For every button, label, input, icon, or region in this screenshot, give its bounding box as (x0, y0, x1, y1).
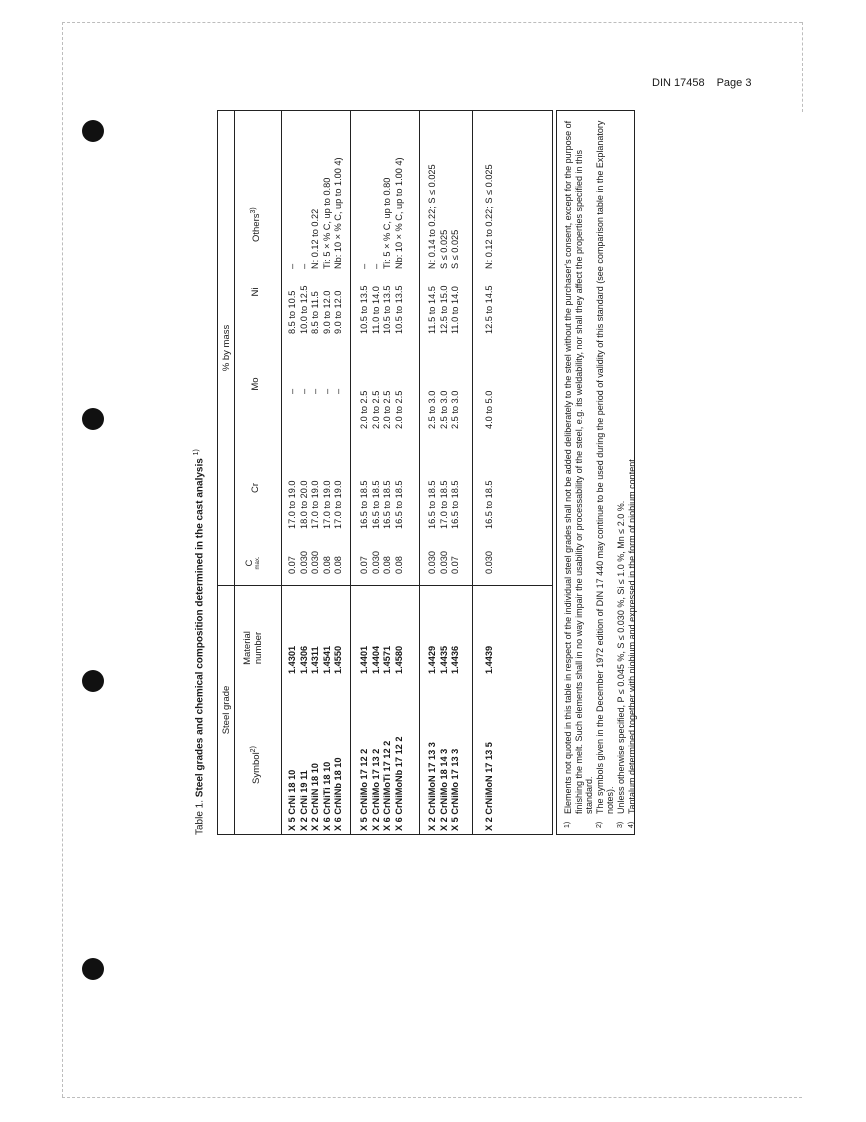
footnote-3: 3) Unless otherwise specified, P ≤ 0.045 %, S ≤ 0.030 %, Si ≤ 1.0 %, Mn ≤ 2.0 %. (615, 500, 626, 828)
punch-hole (82, 958, 104, 980)
steel-grade-header: Steel grade (221, 685, 232, 735)
scan-edge-bottom (62, 1097, 802, 1098)
group-3-material-numbers: 1.4429 1.4435 1.4436 (427, 645, 460, 674)
footnote-2: 2) The symbols given in the December 1972 edition of DIN 17 440 may continue to be used during the period of validity of this standard (see comparison table in the Explanatory notes). (594, 120, 616, 828)
group-2-molybdenum: 2.0 to 2.5 2.0 to 2.5 2.0 to 2.5 2.0 to 2.5 (359, 390, 404, 429)
group-divider (419, 111, 420, 834)
group-1-carbon: 0.07 0.030 0.030 0.08 0.08 (287, 551, 343, 574)
material-number-header: Material number (242, 631, 264, 665)
group-2-symbols: X 5 CrNiMo 17 12 2 X 2 CrNiMo 17 13 2 X 6 CrNiMoTi 17 12 2 X 6 CrNiMoNb 17 12 2 (359, 736, 404, 831)
group-1-chromium: 17.0 to 19.0 18.0 to 20.0 17.0 to 19.0 17.0 to 19.0 17.0 to 19.0 (287, 480, 343, 529)
steel-grades-table (217, 110, 553, 835)
scan-edge-left (62, 22, 63, 1097)
others-header: Others$^{3)}$ (250, 207, 263, 242)
group-4-chromium: 16.5 to 18.5 (484, 480, 494, 529)
group-3-chromium: 16.5 to 18.5 17.0 to 18.5 16.5 to 18.5 (427, 480, 460, 529)
scan-edge-right (802, 22, 803, 112)
footnote-4: 4) Tantalum determined together with niobium and expressed in the form of niobium content. (626, 456, 637, 828)
table-caption (193, 449, 205, 835)
caption-title: Steel grades and chemical composition determined in the cast analysis (194, 458, 206, 798)
carbon-header: C max. (244, 556, 261, 570)
group-divider (472, 111, 473, 834)
page-number: Page 3 (716, 77, 752, 89)
document-number: DIN 17458 (652, 77, 705, 89)
group-3-molybdenum: 2.5 to 3.0 2.5 to 3.0 2.5 to 3.0 (427, 390, 460, 429)
punch-hole (82, 120, 104, 142)
group-4-carbon: 0.030 (484, 551, 494, 574)
punch-hole (82, 670, 104, 692)
group-2-material-numbers: 1.4401 1.4404 1.4571 1.4580 (359, 645, 404, 674)
group-4-others: N: 0.12 to 0.22; S ≤ 0.025 (484, 164, 494, 269)
group-1-molybdenum: – – – – – (287, 388, 343, 394)
group-2-others: – – Ti: 5 × % C, up to 0.80 Nb: 10 × % C, up to 1.00 4) (359, 157, 404, 269)
group-divider (350, 111, 351, 834)
footnote-1: 1) Elements not quoted in this table in respect of the individual steel grades shall not be added deliberately to the steel without the purchaser's consent, except for the purpose of finishing the melt. Such elements shall in no way impair the usability or processability of the steel, e.g. its weldability, nor shall they affect the properties specified in this standard. (563, 120, 595, 828)
group-2-chromium: 16.5 to 18.5 16.5 to 18.5 16.5 to 18.5 16.5 to 18.5 (359, 480, 404, 529)
group-3-symbols: X 2 CrNiMoN 17 13 3 X 2 CrNiMo 18 14 3 X 5 CrNiMo 17 13 3 (427, 742, 460, 831)
chromium-header: Cr (250, 482, 261, 494)
group-3-carbon: 0.030 0.030 0.07 (427, 551, 460, 574)
molybdenum-header: Mo (250, 377, 261, 391)
mass-group-line (234, 111, 235, 585)
group-4-nickel: 12.5 to 14.5 (484, 285, 494, 334)
group-4-molybdenum: 4.0 to 5.0 (484, 390, 494, 429)
group-4-symbols: X 2 CrNiMoN 17 13 5 (484, 742, 494, 831)
group-2-carbon: 0.07 0.030 0.08 0.08 (359, 551, 404, 574)
steel-grade-group-line (234, 586, 235, 834)
punch-hole (82, 408, 104, 430)
mass-header: % by mass (221, 324, 232, 372)
group-3-others: N: 0.14 to 0.22; S ≤ 0.025 S ≤ 0.025 S ≤ 0.025 (427, 164, 460, 269)
group-4-material-numbers: 1.4439 (484, 645, 494, 674)
page-header (652, 77, 751, 89)
rotated-table-block (190, 110, 635, 835)
group-1-nickel: 8.5 to 10.5 10.0 to 12.5 8.5 to 11.5 9.0 to 12.0 9.0 to 12.0 (287, 285, 343, 334)
footnotes (556, 110, 635, 835)
symbol-header: Symbol$^{2)}$ (250, 746, 263, 784)
caption-note-ref: 1) (193, 449, 200, 456)
group-3-nickel: 11.5 to 14.5 12.5 to 15.0 11.0 to 14.0 (427, 285, 460, 334)
nickel-header: Ni (250, 287, 261, 297)
group-2-nickel: 10.5 to 13.5 11.0 to 14.0 10.5 to 13.5 10.5 to 13.5 (359, 285, 404, 334)
scan-edge-top (62, 22, 802, 23)
group-1-symbols: X 5 CrNi 18 10 X 2 CrNi 19 11 X 2 CrNiN 18 10 X 6 CrNiTi 18 10 X 6 CrNiNb 18 10 (287, 757, 343, 831)
caption-prefix: Table 1. (194, 799, 206, 835)
group-1-material-numbers: 1.4301 1.4306 1.4311 1.4541 1.4550 (287, 645, 343, 674)
header-divider (281, 111, 282, 834)
group-1-others: – – N: 0.12 to 0.22 Ti: 5 × % C, up to 0.80 Nb: 10 × % C, up to 1.00 4) (287, 157, 343, 269)
column-divider (218, 585, 552, 586)
